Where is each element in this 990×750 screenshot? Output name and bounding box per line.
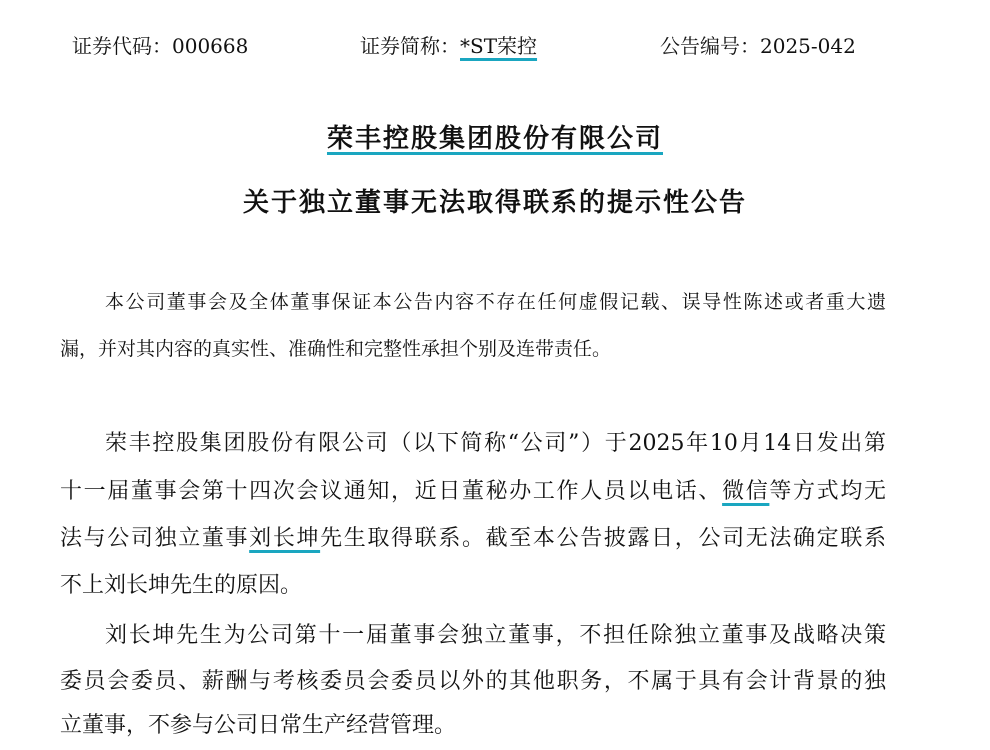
stock-name-link[interactable]: *ST荣控 bbox=[460, 34, 538, 58]
announcement-title: 关于独立董事无法取得联系的提示性公告 bbox=[242, 188, 747, 218]
linked-text[interactable]: 刘长坤 bbox=[249, 526, 321, 551]
text-segment: 委员会委员、薪酬与考核委员会委员以外的其他职务，不属于具有会计背景的独 bbox=[60, 669, 886, 694]
paragraph-line bbox=[60, 708, 886, 739]
stock-name-label: 证券简称： bbox=[360, 34, 460, 58]
text-segment: 漏，并对其内容的真实性、准确性和完整性承担个别及连带责任。 bbox=[60, 338, 612, 360]
paragraph-line bbox=[105, 618, 886, 649]
announcement-number: 公告编号：2025-042 bbox=[660, 34, 856, 58]
company-link[interactable]: 荣丰控股集团股份有限公司 bbox=[326, 124, 663, 154]
stock-code: 证券代码：000668 bbox=[72, 34, 249, 58]
paragraph-line bbox=[60, 664, 886, 695]
company-title bbox=[0, 118, 990, 155]
text-segment: 先生取得联系。截至本公告披露日，公司无法确定联系 bbox=[320, 526, 886, 551]
stock-name bbox=[360, 30, 537, 59]
text-segment: 法与公司独立董事 bbox=[60, 526, 250, 551]
paragraph-line bbox=[60, 334, 886, 361]
linked-text[interactable]: 微信 bbox=[722, 479, 770, 504]
text-segment: 本公司董事会及全体董事保证本公告内容不存在任何虚假记载、误导性陈述或者重大遗 bbox=[105, 291, 886, 313]
paragraph-line bbox=[60, 474, 886, 505]
paragraph-line bbox=[105, 287, 886, 314]
text-segment: 等方式均无 bbox=[769, 479, 886, 504]
text-segment: 不上刘长坤先生的原因。 bbox=[60, 573, 303, 598]
text-segment: 十一届董事会第十四次会议通知，近日董秘办工作人员以电话、 bbox=[60, 479, 723, 504]
text-segment: 刘长坤先生为公司第十一届董事会独立董事，不担任除独立董事及战略决策 bbox=[105, 623, 886, 648]
paragraph-line bbox=[60, 568, 886, 599]
paragraph-line bbox=[60, 521, 886, 552]
text-segment: 荣丰控股集团股份有限公司（以下简称“公司”）于2025年10月14日发出第 bbox=[105, 431, 886, 456]
text-segment: 立董事，不参与公司日常生产经营管理。 bbox=[60, 713, 457, 738]
paragraph-line bbox=[105, 426, 886, 457]
